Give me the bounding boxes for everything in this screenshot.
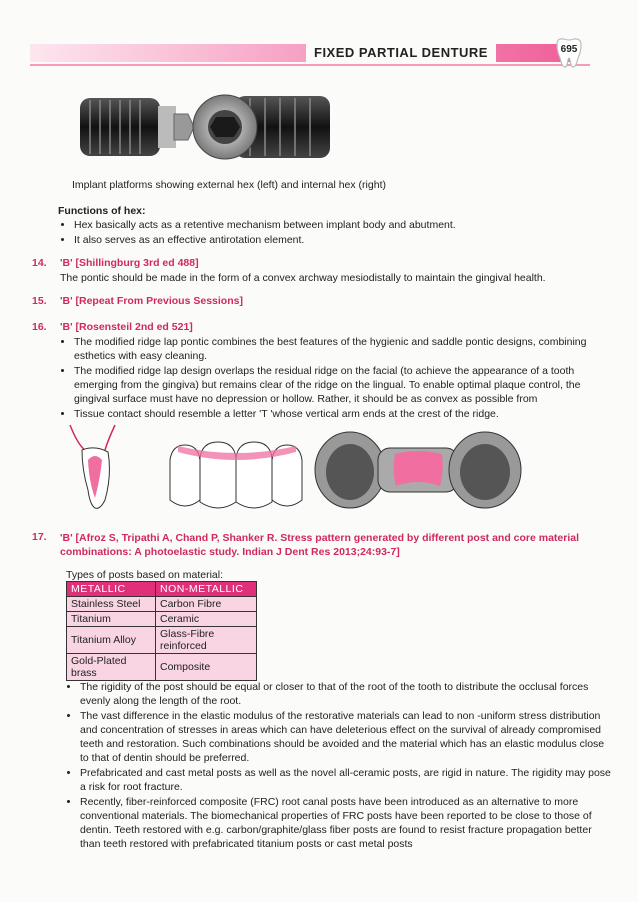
list-item: • Hex basically acts as a retentive mechanism between implant body and abutment. [74,218,594,232]
figure-caption: Implant platforms showing external hex (left) and internal hex (right) [72,179,386,191]
q16-bullets [60,335,614,422]
q17-reference: 'B' [Afroz S, Tripathi A, Chand P, Shanker R. Stress pattern generated by different post and core material combinations: A photoelastic study. Indian J Dent Res 2013;24:93-7] [60,532,580,558]
chapter-title: FIXED PARTIAL DENTURE [306,44,496,62]
pontic-cross-section [70,425,115,508]
q15-reference: 'B' [Repeat From Previous Sessions] [60,295,243,307]
question-number-15: 15. [32,295,47,307]
table-cell: Gold-Plated brass [67,654,156,681]
hex-heading: Functions of hex: [58,205,146,217]
question-number-14: 14. [32,257,47,269]
question-number-17: 17. [32,531,47,543]
list-item: • The vast difference in the elastic modulus of the restorative materials can lead to non -uniform stress distribution and concentration of stresses in areas which can have deleterious effect on the survival of already compromised teeth and restoration. Such combinations should be avoided and the material which has an elastic modulus close to that of dentin should be preferred. [80,709,614,765]
table-cell: Titanium [67,612,156,627]
q14-reference: 'B' [Shillingburg 3rd ed 488] [60,257,199,269]
list-item: • It also serves as an effective antirotation element. [74,233,594,247]
column-header: NON-METALLIC [156,582,257,597]
hex-bullets [60,218,594,248]
table-title: Types of posts based on material: [66,569,224,581]
pontic-figure [60,420,580,520]
list-item: • Prefabricated and cast metal posts as well as the novel all-ceramic posts, are rigid in nature. The rigidity may pose a risk for root fracture. [80,766,614,794]
table-row [67,627,257,654]
internal-hex-implant [193,95,330,159]
table-row [67,597,257,612]
list-item: • The modified ridge lap pontic combines the best features of the hygienic and saddle pontic designs, combining esthetics with easy cleaning. [74,335,614,363]
list-item: • Tissue contact should resemble a letter 'T 'whose vertical arm ends at the crest of the ridge. [74,407,614,421]
table-cell: Composite [156,654,257,681]
bridge-occlusal-view [315,432,521,508]
q17-bullets [66,680,614,852]
external-hex-implant [80,98,194,156]
table-cell: Ceramic [156,612,257,627]
list-item: • The modified ridge lap design overlaps the residual ridge on the facial (to achieve the appearance of a tooth emerging from the gingiva) but remains clear of the ridge on the lingual. To enable optimal plaque control, the gingival surface must have no depression or hollow. Rather, it should be as convex as possible from [74,364,614,406]
q16-reference: 'B' [Rosensteil 2nd ed 521] [60,321,193,333]
table-cell: Stainless Steel [67,597,156,612]
table-cell: Titanium Alloy [67,627,156,654]
q14-text: The pontic should be made in the form of a convex archway mesiodistally to maintain the gingival health. [60,272,546,284]
header-rule [30,64,590,66]
table-row [67,612,257,627]
implant-figure [70,80,370,172]
table-cell: Carbon Fibre [156,597,257,612]
list-item: • The rigidity of the post should be equal or closer to that of the root of the tooth to distribute the occlusal forces evenly along the length of the root. [80,680,614,708]
table-row [67,654,257,681]
teeth-front-view [170,442,302,508]
page-number: 695 [560,44,578,55]
posts-material-table [66,581,257,681]
list-item: • Recently, fiber-reinforced composite (FRC) root canal posts have been introduced as an alternative to more conventional materials. The biomechanical properties of FRC posts have been reported to be close to those of dentin. Teeth restored with e.g. carbon/graphite/glass fiber posts are found to resist fracture propagation better than teeth restored with prefabricated titanium posts or cast metal posts [80,795,614,851]
table-cell: Glass-Fibre reinforced [156,627,257,654]
question-number-16: 16. [32,321,47,333]
column-header: METALLIC [67,582,156,597]
